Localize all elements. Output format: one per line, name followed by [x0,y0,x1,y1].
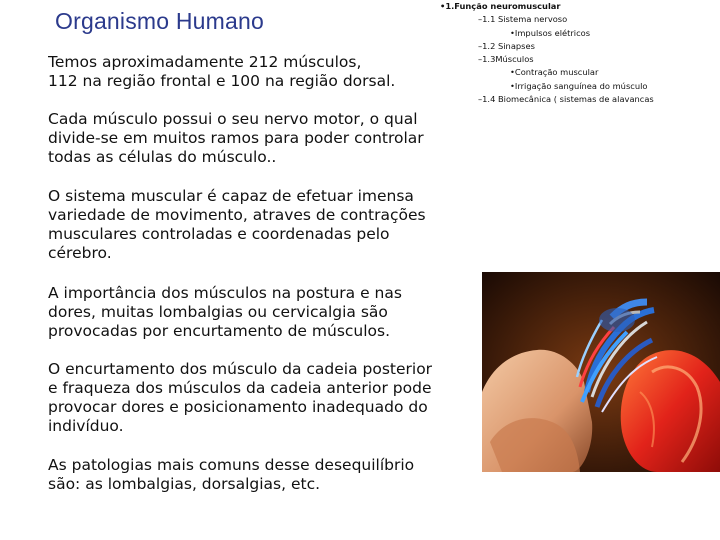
outline-item [440,40,720,53]
dash-icon: – [478,94,483,105]
outline-item [440,80,720,93]
bullet-icon: • [510,27,515,38]
outline-item-label: 1.1 Sistema nervoso [482,14,568,25]
paragraph-common-pathologies: As patologias mais comuns desse desequilíbrio são: as lombalgias, dorsalgias, etc. [48,456,415,493]
outline-item-label: 1.Função neuromuscular [445,1,561,11]
outline-item [440,27,720,40]
dash-icon: – [478,54,483,65]
paragraph-muscle-shortening: O encurtamento dos músculo da cadeia posterior e fraqueza dos músculos da cadeia anterior pode provocar dores e posicionamento inadequado do indivíduo. [48,360,433,435]
outline-item-label: Irrigação sanguínea do músculo [514,80,648,91]
bullet-icon: • [510,67,515,78]
outline-item [440,53,720,66]
paragraph-muscular-system: O sistema muscular é capaz de efetuar imensa variedade de movimento, atraves de contrações musculares controladas e coordenadas pelo cérebro. [48,187,426,262]
paragraph-muscle-count: Temos aproximadamente 212 músculos, 112 na região frontal e 100 na região dorsal. [48,53,396,90]
paragraph-posture-importance: A importância dos músculos na postura e nas dores, muitas lombalgias ou cervicalgia são provocadas por encurtamento de músculos. [48,284,402,340]
outline-item-label: Contração muscular [514,67,599,78]
bullet-icon: • [510,80,515,91]
outline-item-label: 1.2 Sinapses [482,40,535,51]
topic-outline [440,0,720,106]
arm-wrestling-muscle-illustration [482,272,720,472]
paragraph-motor-nerve: Cada músculo possui o seu nervo motor, o qual divide-se em muitos ramos para poder controlar todas as células do músculo.. [48,110,424,166]
dash-icon: – [478,14,483,25]
outline-item-label: 1.4 Biomecânica ( sistemas de alavancas [482,94,654,105]
outline-item [440,13,720,26]
outline-item [440,93,720,106]
slide-title: Organismo Humano [55,8,265,34]
outline-item-label: Impulsos elétricos [514,27,591,38]
bullet-icon: • [440,1,446,11]
outline-item-label: 1.3Músculos [482,54,534,65]
outline-item [440,0,720,13]
dash-icon: – [478,40,483,51]
outline-item [440,66,720,79]
